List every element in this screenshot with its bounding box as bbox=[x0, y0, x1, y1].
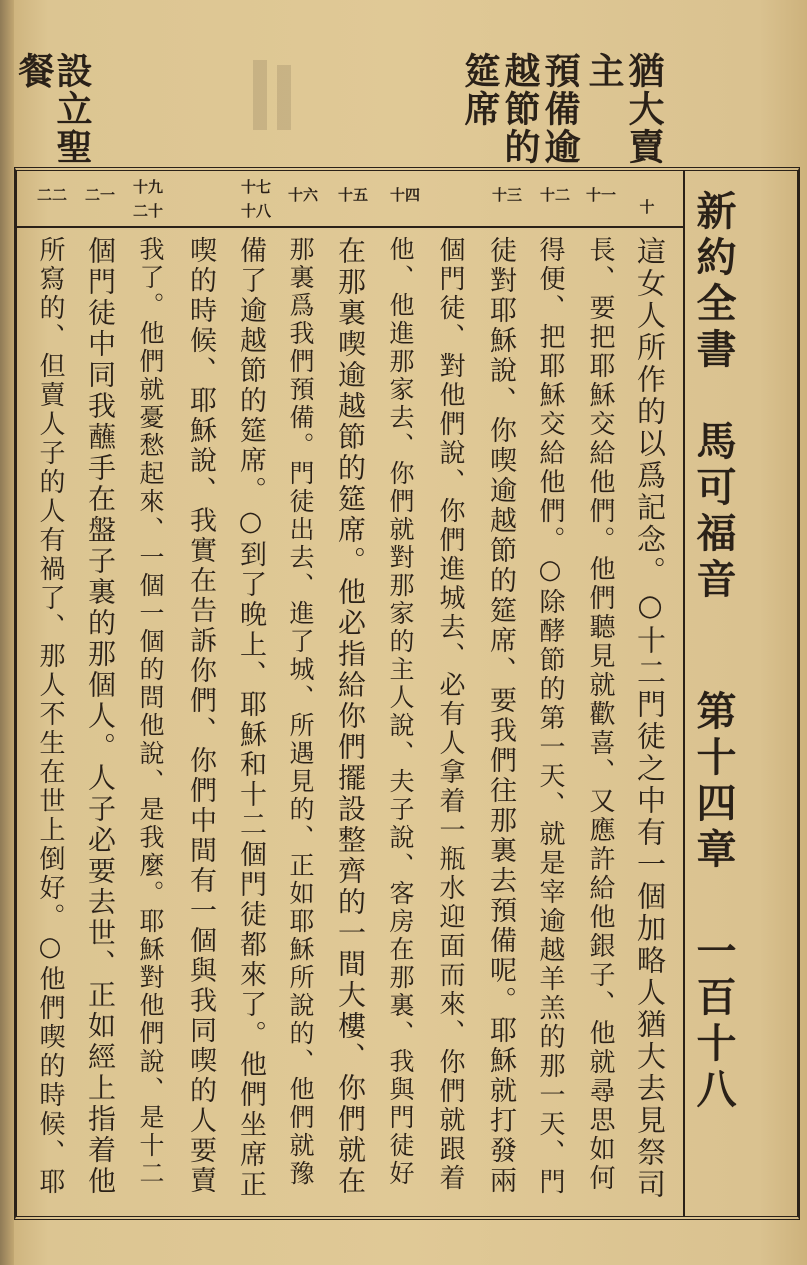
verse-number: 十四 bbox=[389, 186, 420, 204]
text-column: 備了逾越節的筵席。○到了晚上、耶穌和十二個門徒都來了。他們坐席正 bbox=[235, 236, 266, 1200]
running-head-page: 一百十八 bbox=[690, 930, 737, 1114]
text-column: 長、要把耶穌交給他們。他們聽見就歡喜、又應許給他銀子、他就尋思如何 bbox=[585, 236, 615, 1193]
text-column: 我了。他們就憂愁起來、一個一個的問他說、是我麼。耶穌對他們說、是十二 bbox=[136, 236, 165, 1188]
book-spine bbox=[0, 0, 14, 1265]
verse-number: 十六 bbox=[287, 186, 318, 204]
verse-number: 十九 bbox=[132, 178, 163, 196]
text-column: 徒對耶穌說、你喫逾越節的筵席、要我們往那裏去預備呢。耶穌就打發兩 bbox=[485, 236, 516, 1196]
running-head-book: 新約全書 bbox=[690, 190, 737, 374]
text-column: 他、他進那家去、你們就對那家的主人說、夫子說、客房在那裏、我與門徒好 bbox=[386, 236, 415, 1188]
verse-number-rule bbox=[17, 226, 683, 228]
heading-judas-line1: 猶大賣 bbox=[623, 52, 665, 166]
text-column: 在那裏喫逾越節的筵席。他必指給你們擺設整齊的一間大樓、你們就在 bbox=[334, 236, 367, 1197]
heading-eucharist-line2: 餐 bbox=[13, 52, 55, 90]
running-head-gospel: 馬可福音 bbox=[690, 420, 737, 604]
verse-number: 十 bbox=[639, 198, 655, 216]
verse-number: 二二 bbox=[36, 186, 67, 204]
text-column: 喫的時候、耶穌說、我實在告訴你們、你們中間有一個與我同喫的人要賣 bbox=[185, 236, 216, 1196]
verse-number: 十一 bbox=[585, 186, 616, 204]
text-column: 個門徒、對他們說、你們進城去、必有人拿着一瓶水迎面而來、你們就跟着 bbox=[435, 236, 465, 1193]
verse-number: 十八 bbox=[240, 202, 271, 220]
bleed-through-marks bbox=[245, 55, 305, 145]
heading-eucharist-line1: 設立聖 bbox=[51, 52, 93, 166]
verse-number: 十三 bbox=[491, 186, 522, 204]
verse-number: 十二 bbox=[539, 186, 570, 204]
heading-judas-line2: 主 bbox=[583, 52, 625, 90]
verse-number: 二十 bbox=[132, 202, 163, 220]
heading-passover-line2: 越節的 bbox=[499, 52, 541, 166]
verse-number: 十五 bbox=[337, 186, 368, 204]
verse-number: 二一 bbox=[84, 186, 115, 204]
verse-number: 十七 bbox=[240, 178, 271, 196]
text-column: 這女人所作的以爲記念。○十二門徒之中有一個加略人猶大去見祭司 bbox=[633, 236, 667, 1201]
heading-passover-line1: 預備逾 bbox=[539, 52, 581, 166]
heading-passover-line3: 筵席 bbox=[459, 52, 501, 128]
running-head-chapter: 第十四章 bbox=[690, 690, 737, 874]
text-column: 那裏爲我們預備。門徒出去、進了城、所遇見的、正如耶穌所說的、他們就豫 bbox=[286, 236, 315, 1188]
running-head-divider bbox=[683, 170, 685, 1216]
text-column: 所寫的、但賣人子的人有禍了、那人不生在世上倒好。○他們喫的時候、耶 bbox=[35, 236, 65, 1197]
text-column: 得便、把耶穌交給他們。○除酵節的第一天、就是宰逾越羊羔的那一天、門 bbox=[535, 236, 565, 1197]
text-column: 個門徒中同我蘸手在盤子裏的那個人。人子必要去世、正如經上指着他 bbox=[84, 236, 117, 1197]
